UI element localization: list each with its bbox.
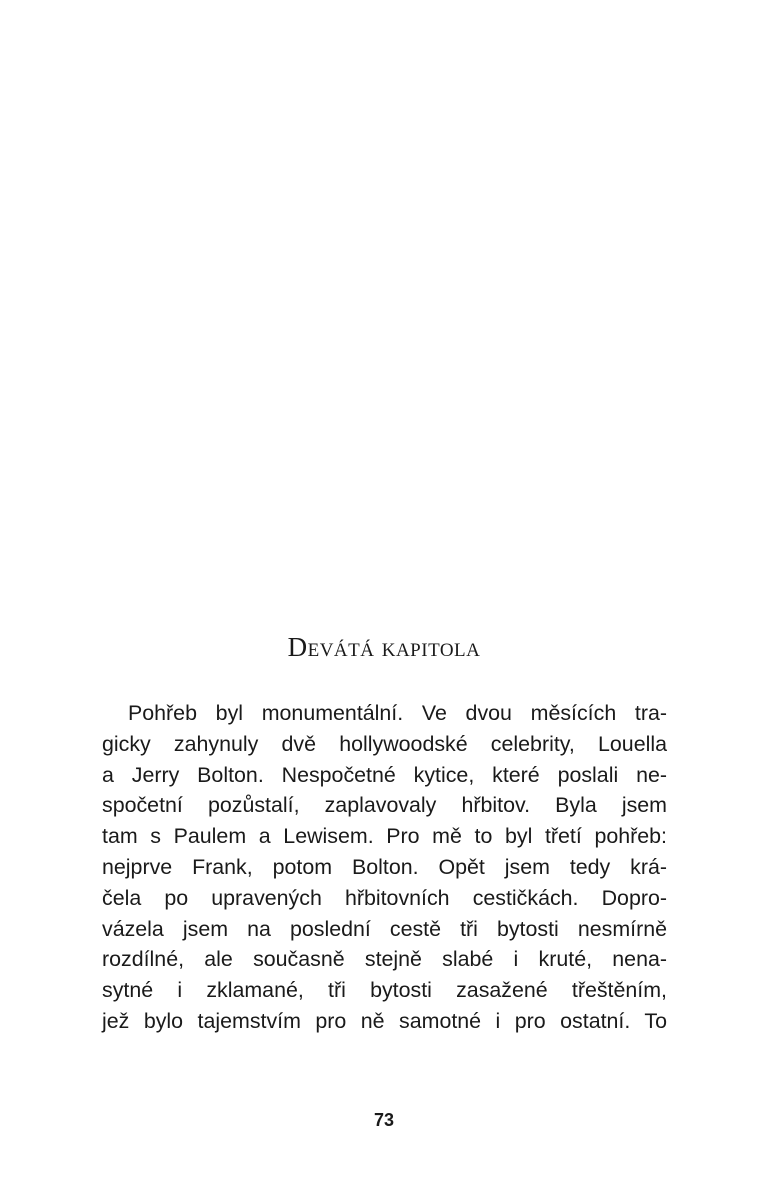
text-line: jež bylo tajemstvím pro ně samotné i pro ostatní. To <box>102 1008 667 1033</box>
text-line: tam s Paulem a Lewisem. Pro mě to byl třetí pohřeb: <box>102 824 667 849</box>
text-line: spočetní pozůstalí, zaplavovaly hřbitov. Byla jsem <box>102 793 667 818</box>
page-number: 73 <box>373 1110 395 1130</box>
text-line: a Jerry Bolton. Nespočetné kytice, které poslali ne- <box>102 762 667 787</box>
text-line: čela po upravených hřbitovních cestičkách. Dopro- <box>102 885 667 910</box>
body-paragraph <box>102 698 667 1037</box>
text-line: rozdílné, ale současně stejně slabé i kruté, nena- <box>102 947 667 972</box>
text-line: Pohřeb byl monumentální. Ve dvou měsících tra- <box>128 701 667 725</box>
text-line: gicky zahynuly dvě hollywoodské celebrity, Louella <box>102 731 667 756</box>
text-line: sytné i zklamané, tři bytosti zasažené třeštěním, <box>102 978 667 1003</box>
chapter-title: Devátá kapitola <box>287 632 481 662</box>
text-line: vázela jsem na poslední cestě tři bytosti nesmírně <box>102 916 667 941</box>
text-line: nejprve Frank, potom Bolton. Opět jsem tedy krá- <box>102 854 667 879</box>
